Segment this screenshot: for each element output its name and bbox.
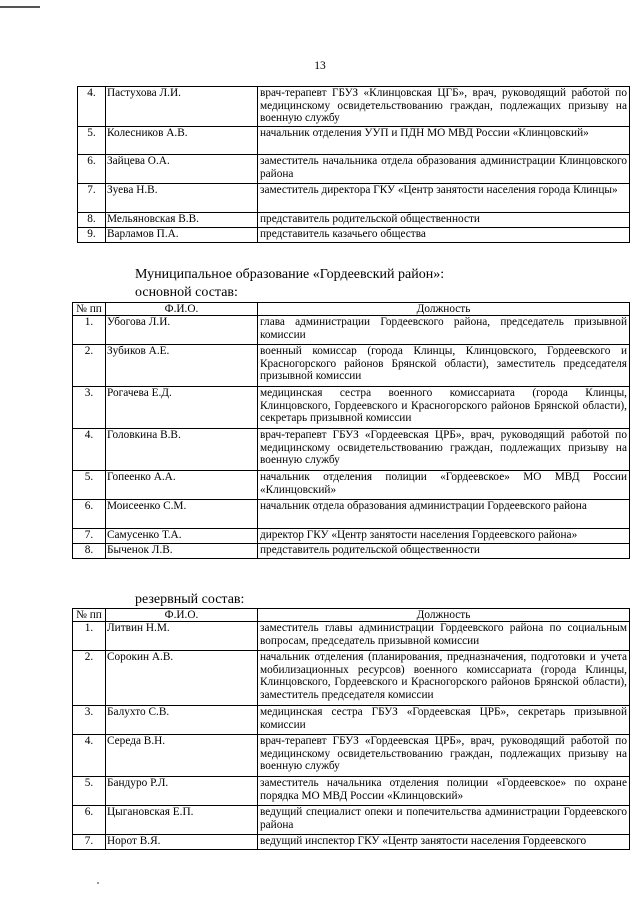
member-position: медицинская сестра ГБУЗ «Гордеевская ЦРБ», секретарь призывной комиссии bbox=[258, 706, 630, 735]
row-number: 2. bbox=[73, 651, 106, 706]
column-header-position: Должность bbox=[258, 303, 630, 316]
table-header-row bbox=[73, 609, 630, 622]
column-header-number: № пп bbox=[73, 303, 106, 316]
row-number: 3. bbox=[73, 387, 106, 429]
row-number: 1. bbox=[73, 622, 106, 651]
table-row bbox=[73, 345, 630, 387]
row-number: 1. bbox=[73, 316, 106, 345]
member-name: Гопеенко А.А. bbox=[106, 471, 258, 500]
table-row bbox=[73, 835, 630, 850]
table-row bbox=[73, 471, 630, 500]
member-name: Мельяновская В.В. bbox=[106, 213, 258, 228]
member-name: Бандуро Р.Л. bbox=[106, 777, 258, 806]
row-number: 4. bbox=[73, 735, 106, 777]
continued-members-table bbox=[77, 86, 630, 243]
member-position: ведущий инспектор ГКУ «Центр занятости населения Гордеевского bbox=[258, 835, 630, 850]
member-position: представитель казачьего общества bbox=[258, 228, 630, 243]
member-position: врач-терапевт ГБУЗ «Клинцовская ЦГБ», врач, руководящий работой по медицинскому освидетельствованию граждан, подлежащих призыву на военную службу bbox=[258, 87, 630, 127]
member-name: Сорокин А.В. bbox=[106, 651, 258, 706]
row-number: 8. bbox=[73, 544, 106, 559]
member-name: Рогачева Е.Д. bbox=[106, 387, 258, 429]
reserve-composition-heading: резервный состав: bbox=[135, 592, 245, 607]
member-name: Быченок Л.В. bbox=[106, 544, 258, 559]
member-name: Моисеенко С.М. bbox=[106, 500, 258, 529]
member-position: начальник отделения УУП и ПДН МО МВД России «Клинцовский» bbox=[258, 127, 630, 155]
column-header-fio: Ф.И.О. bbox=[106, 303, 258, 316]
table-row bbox=[78, 213, 630, 228]
column-header-number: № пп bbox=[73, 609, 106, 622]
member-position: начальник отдела образования администрации Гордеевского района bbox=[258, 500, 630, 529]
column-header-position: Должность bbox=[258, 609, 630, 622]
scan-speck bbox=[97, 882, 99, 884]
row-number: 2. bbox=[73, 345, 106, 387]
table-row bbox=[78, 127, 630, 155]
member-position: военный комиссар (города Клинцы, Клинцовского, Гордеевского и Красногорского районов Брянской области), заместитель председателя призывной комиссии bbox=[258, 345, 630, 387]
row-number: 8. bbox=[78, 213, 106, 228]
member-name: Середа В.Н. bbox=[106, 735, 258, 777]
member-position: заместитель директора ГКУ «Центр занятости населения города Клинцы» bbox=[258, 184, 630, 213]
table-row bbox=[78, 155, 630, 184]
municipality-heading: Муниципальное образование «Гордеевский район»: bbox=[135, 267, 445, 282]
member-name: Цыгановская Е.П. bbox=[106, 806, 258, 835]
member-position: заместитель начальника отдела образования администрации Клинцовского района bbox=[258, 155, 630, 184]
member-position: заместитель главы администрации Гордеевского района по социальным вопросам, председатель призывной комиссии bbox=[258, 622, 630, 651]
row-number: 5. bbox=[73, 777, 106, 806]
table-row bbox=[73, 529, 630, 544]
page-number: 13 bbox=[314, 60, 326, 72]
member-position: заместитель начальника отделения полиции «Гордеевское» по охране порядка МО МВД России «Клинцовский» bbox=[258, 777, 630, 806]
table-row bbox=[73, 622, 630, 651]
member-name: Зайцева О.А. bbox=[106, 155, 258, 184]
member-name: Колесников А.В. bbox=[106, 127, 258, 155]
member-position: глава администрации Гордеевского района, председатель призывной комиссии bbox=[258, 316, 630, 345]
table-row bbox=[73, 651, 630, 706]
table-row bbox=[73, 387, 630, 429]
main-composition-heading: основной состав: bbox=[135, 285, 238, 300]
member-name: Литвин Н.М. bbox=[106, 622, 258, 651]
table-row bbox=[78, 228, 630, 243]
row-number: 6. bbox=[78, 155, 106, 184]
table-header-row bbox=[73, 303, 630, 316]
row-number: 7. bbox=[73, 529, 106, 544]
table-row bbox=[73, 735, 630, 777]
row-number: 3. bbox=[73, 706, 106, 735]
member-name: Головкина В.В. bbox=[106, 429, 258, 471]
table-row bbox=[73, 500, 630, 529]
row-number: 5. bbox=[73, 471, 106, 500]
column-header-fio: Ф.И.О. bbox=[106, 609, 258, 622]
member-name: Пастухова Л.И. bbox=[106, 87, 258, 127]
row-number: 7. bbox=[78, 184, 106, 213]
member-position: медицинская сестра военного комиссариата (города Клинцы, Клинцовского, Гордеевского и Красногорского районов Брянской области), секретарь призывной комиссии bbox=[258, 387, 630, 429]
member-name: Норот В.Я. bbox=[106, 835, 258, 850]
reserve-composition-table bbox=[72, 608, 630, 850]
member-name: Убогова Л.И. bbox=[106, 316, 258, 345]
member-position: ведущий специалист опеки и попечительства администрации Гордеевского района bbox=[258, 806, 630, 835]
table-row bbox=[73, 429, 630, 471]
row-number: 9. bbox=[78, 228, 106, 243]
row-number: 7. bbox=[73, 835, 106, 850]
main-composition-table bbox=[72, 302, 630, 559]
table-row bbox=[73, 544, 630, 559]
member-position: начальник отделения (планирования, предназначения, подготовки и учета мобилизационных ресурсов) военного комиссариата (города Клинцы, Клинцовского, Гордеевского и Красногорского районов Брянской области), заместитель председателя комиссии bbox=[258, 651, 630, 706]
member-position: представитель родительской общественности bbox=[258, 213, 630, 228]
table-row bbox=[78, 184, 630, 213]
member-name: Варламов П.А. bbox=[106, 228, 258, 243]
row-number: 4. bbox=[78, 87, 106, 127]
scan-edge-line bbox=[0, 6, 40, 8]
row-number: 5. bbox=[78, 127, 106, 155]
table-row bbox=[73, 706, 630, 735]
table-row bbox=[73, 316, 630, 345]
member-name: Балухто С.В. bbox=[106, 706, 258, 735]
member-position: врач-терапевт ГБУЗ «Гордеевская ЦРБ», врач, руководящий работой по медицинскому освидетельствованию граждан, подлежащих призыву на военную службу bbox=[258, 429, 630, 471]
member-position: представитель родительской общественности bbox=[258, 544, 630, 559]
member-name: Зубиков А.Е. bbox=[106, 345, 258, 387]
table-row bbox=[78, 87, 630, 127]
row-number: 4. bbox=[73, 429, 106, 471]
member-name: Самусенко Т.А. bbox=[106, 529, 258, 544]
row-number: 6. bbox=[73, 806, 106, 835]
member-position: врач-терапевт ГБУЗ «Гордеевская ЦРБ», врач, руководящий работой по медицинскому освидетельствованию граждан, подлежащих призыву на военную службу bbox=[258, 735, 630, 777]
table-row bbox=[73, 777, 630, 806]
member-position: директор ГКУ «Центр занятости населения Гордеевского района» bbox=[258, 529, 630, 544]
table-row bbox=[73, 806, 630, 835]
row-number: 6. bbox=[73, 500, 106, 529]
member-name: Зуева Н.В. bbox=[106, 184, 258, 213]
member-position: начальник отделения полиции «Гордеевское» МО МВД России «Клинцовский» bbox=[258, 471, 630, 500]
